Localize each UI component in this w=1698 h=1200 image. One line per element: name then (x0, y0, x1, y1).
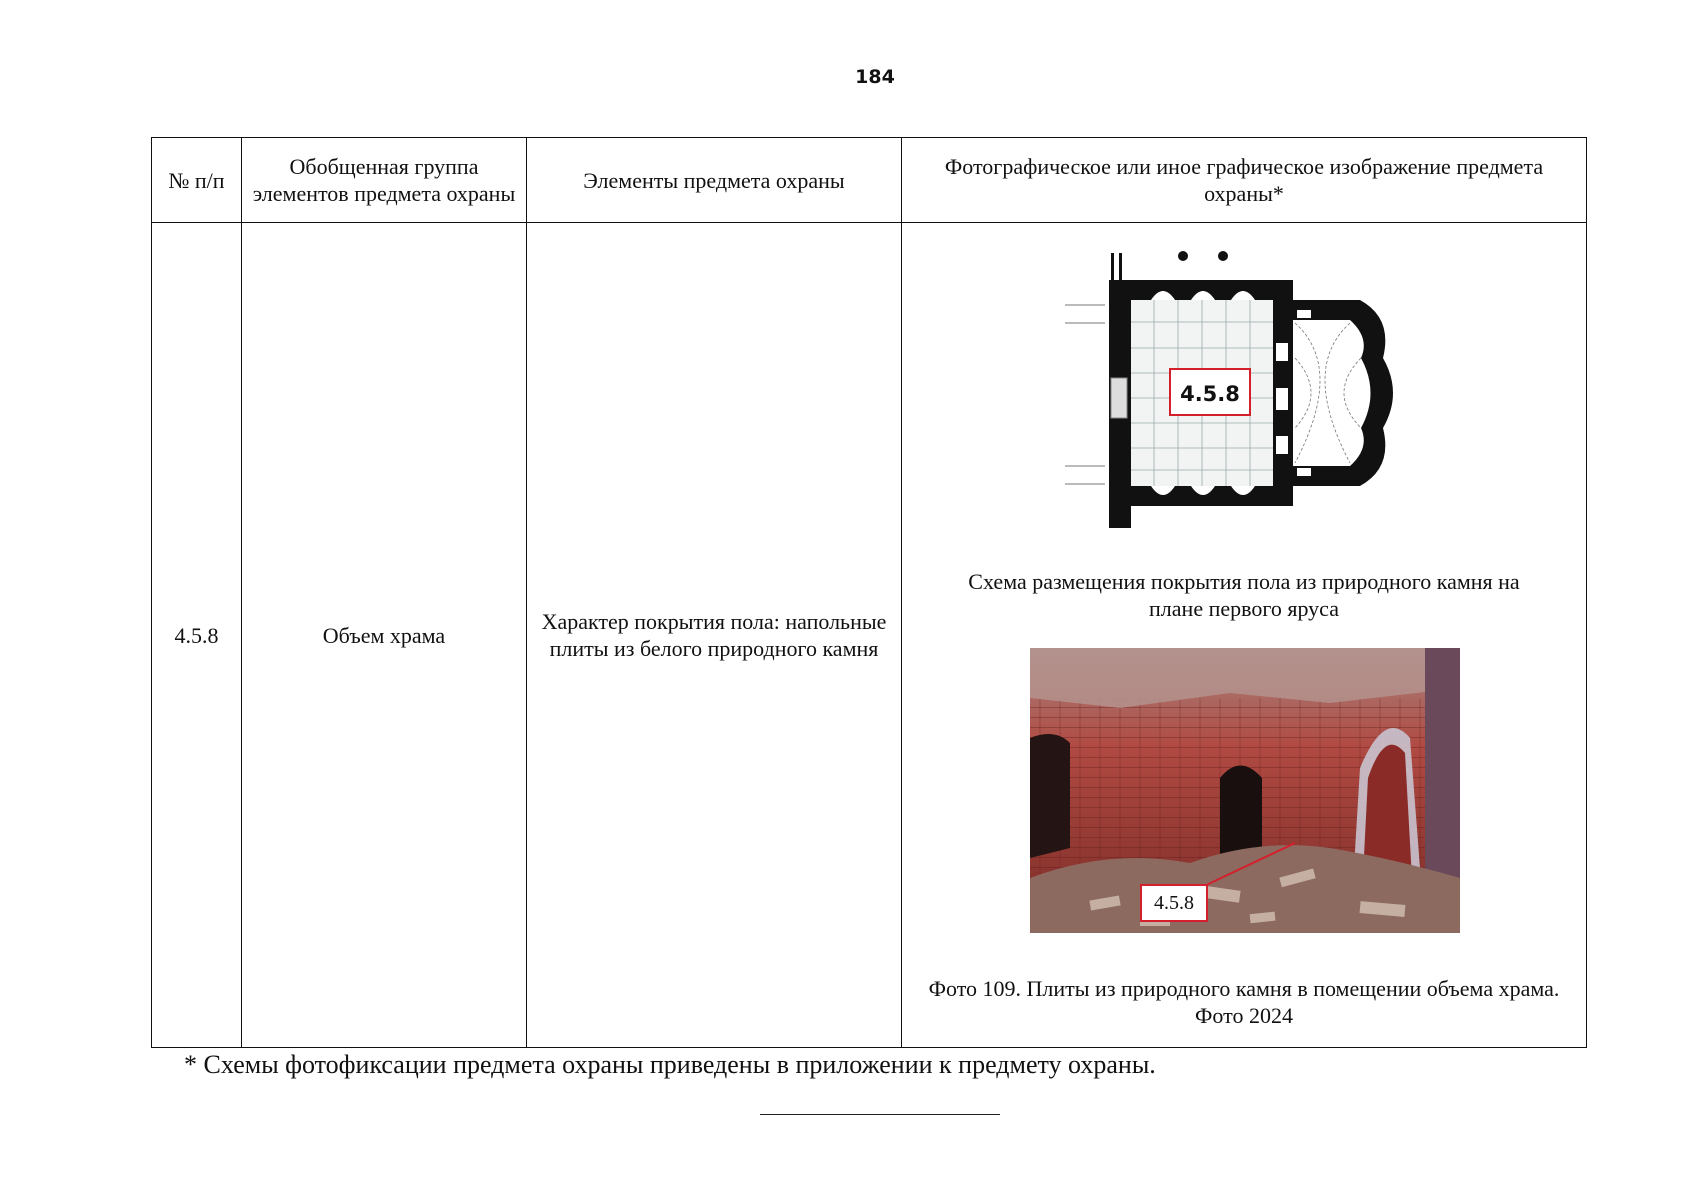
interior-photo (1030, 648, 1460, 933)
row-group: Объем храма (242, 223, 527, 1048)
plan-caption: Схема размещения покрытия пола из природного камня на плане первого яруса (968, 569, 1520, 621)
photo-caption-year: Фото 2024 (1195, 1003, 1293, 1028)
row-number: 4.5.8 (152, 223, 242, 1048)
page-number: 184 (855, 66, 895, 88)
plan-label: 4.5.8 (1169, 368, 1251, 416)
table-row (152, 223, 1587, 1048)
footnote-rule (760, 1114, 1000, 1115)
photo-caption (902, 975, 1586, 1029)
header-number: № п/п (152, 138, 242, 223)
photo-caption-main: Фото 109. Плиты из природного камня в помещении объема храма. (928, 976, 1560, 1001)
photo-label: 4.5.8 (1140, 884, 1208, 922)
floor-plan (1065, 248, 1425, 533)
footnote: * Схемы фотофиксации предмета охраны приведены в приложении к предмету охраны. (184, 1050, 1156, 1079)
row-image-cell (902, 223, 1587, 1048)
row-element: Характер покрытия пола: напольные плиты из белого природного камня (527, 223, 902, 1048)
header-image: Фотографическое или иное графическое изображение предмета охраны* (902, 138, 1587, 223)
table-header-row (152, 138, 1587, 223)
header-element: Элементы предмета охраны (527, 138, 902, 223)
header-group: Обобщенная группа элементов предмета охраны (242, 138, 527, 223)
protection-table (151, 137, 1587, 1048)
